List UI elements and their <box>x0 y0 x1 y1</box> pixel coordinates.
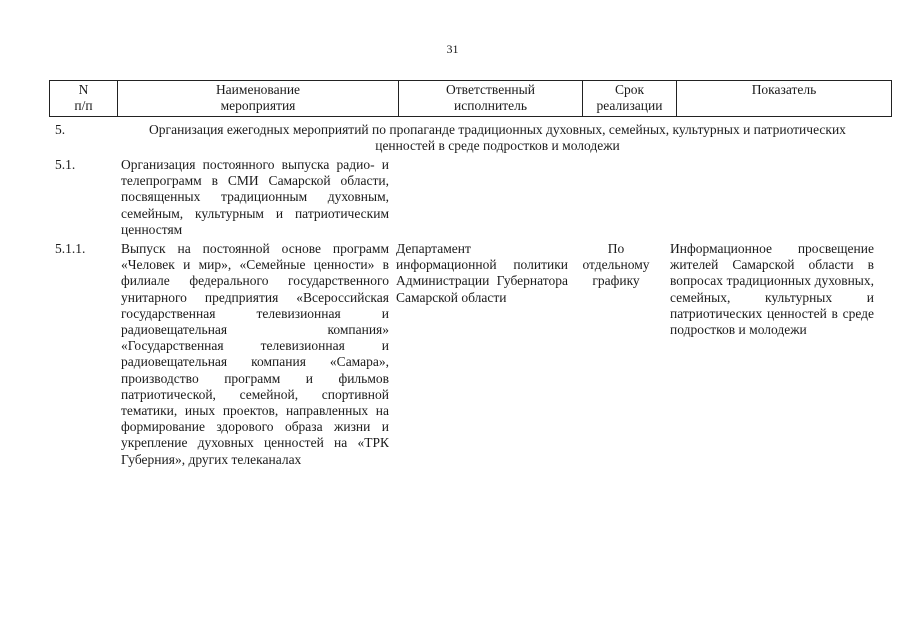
header-deadline <box>583 81 677 117</box>
row-5-name: Организация ежегодных мероприятий по пропаганде традиционных духовных, семейных, культурных и патриотических ценностей в среде подростков и молодежи <box>149 122 846 154</box>
row-5-1-1-name: Выпуск на постоянной основе программ «Человек и мир», «Семейные ценности» в филиале федерального государственного унитарного предприятия «Всероссийская государственная телевизионная и радиовещательная компания» «Государственная телевизионная и радиовещательная компания «Самара», производство программ и фильмов патриотической, семейной, спортивной тематики, иных проектов, направленных на формирование здорового образа жизни и укрепление духовных ценностей на «ТРК Губерния», других телеканалах <box>121 241 389 467</box>
header-responsible <box>399 81 583 117</box>
row-5-1-1-number: 5.1.1. <box>55 241 86 256</box>
row-5-1-1-deadline: По отдельному графику <box>582 241 650 289</box>
header-name <box>118 81 399 117</box>
header-number <box>50 81 118 117</box>
header-deadline-text: Срок реализации <box>596 82 663 113</box>
row-5-1-name: Организация постоянного выпуска радио- и телепрограмм в СМИ Самарской области, посвященных традиционным духовным, семейным, культурным и патриотическим ценностям <box>121 157 389 237</box>
row-5-1-number: 5.1. <box>55 157 76 172</box>
header-indicator-text: Показатель <box>751 82 817 97</box>
table-header <box>49 80 892 117</box>
row-5-number: 5. <box>55 122 66 137</box>
row-5-1-1-responsible: Департамент информационной политики Администрации Губернатора Самарской области <box>396 241 568 305</box>
header-indicator <box>677 81 892 117</box>
header-responsible-text: Ответственный исполнитель <box>446 82 535 113</box>
row-5-1-1-indicator: Информационное просвещение жителей Самарской области в вопросах традиционных духовных, семейных, культурных и патриотических ценностей в среде подростков и молодежи <box>670 241 874 338</box>
page-number: 31 <box>446 42 459 56</box>
header-number-text: N п/п <box>74 82 93 113</box>
header-name-text: Наименование мероприятия <box>215 82 301 113</box>
